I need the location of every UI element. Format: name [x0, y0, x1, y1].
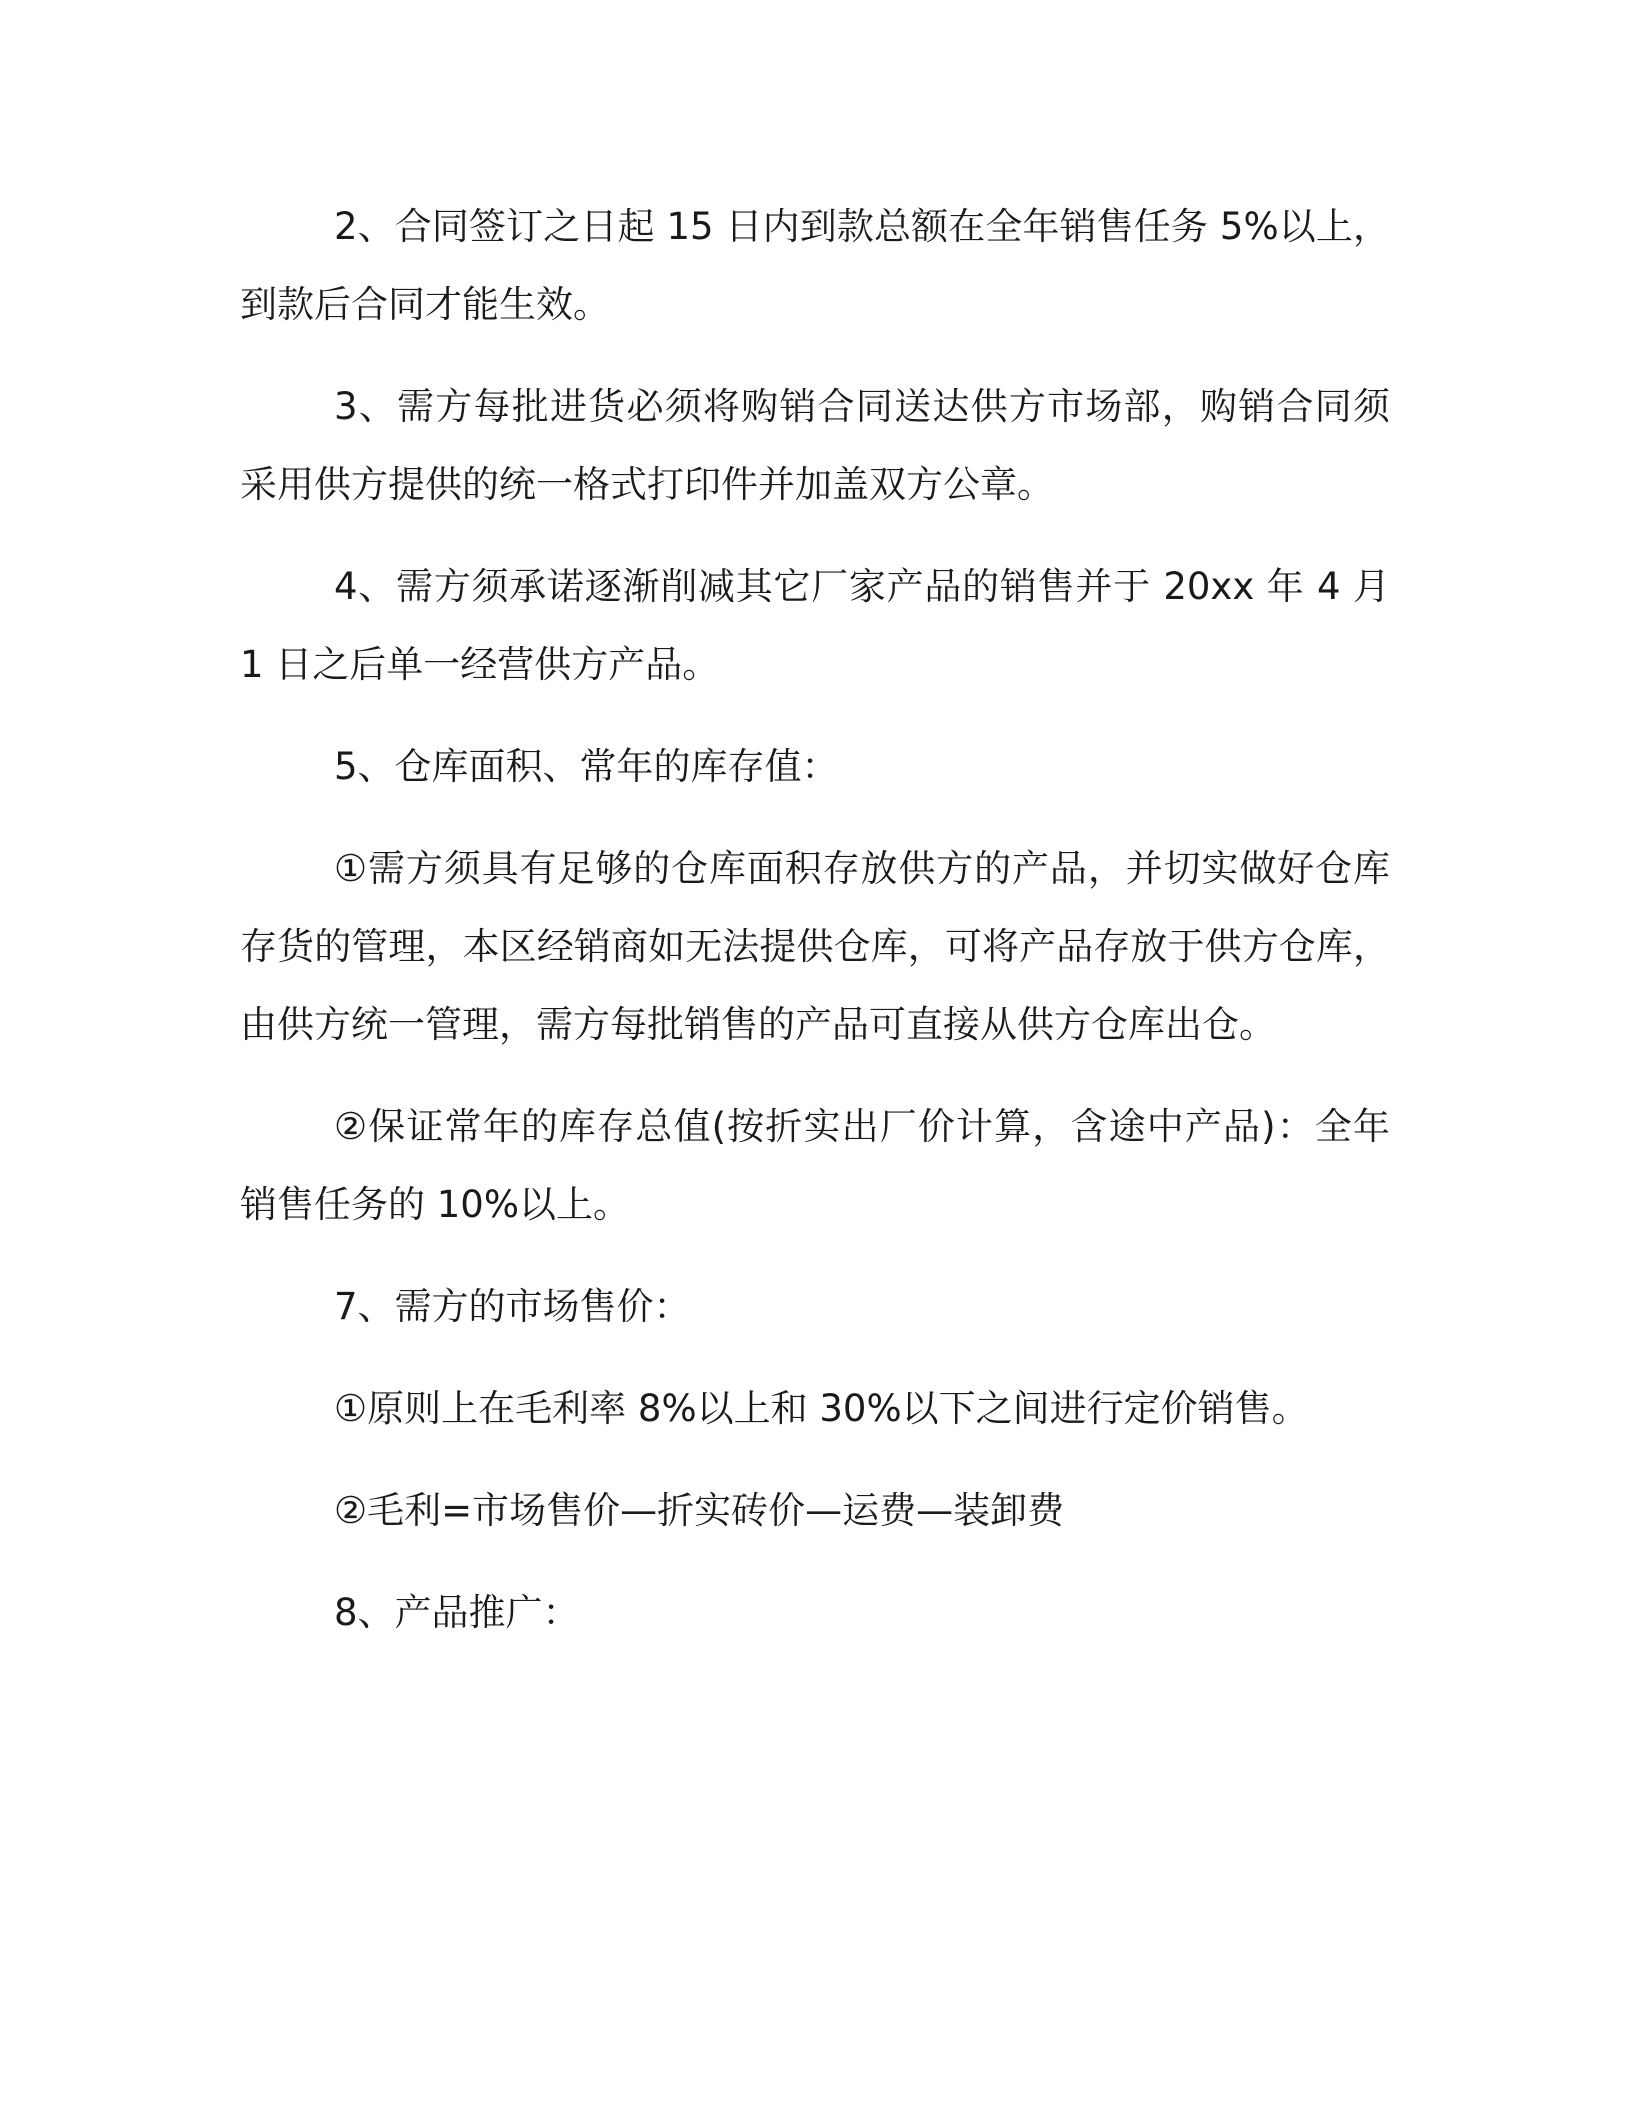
document-body: [240, 188, 1390, 1676]
clause-4-paragraph: 4、需方须承诺逐渐削减其它厂家产品的销售并于 20xx 年 4 月 1 日之后单一经营供方产品。: [240, 565, 1390, 686]
clause-2-paragraph: 2、合同签订之日起 15 日内到款总额在全年销售任务 5%以上，到款后合同才能生效。: [240, 205, 1390, 326]
clause-7-item-2: ②毛利=市场售价—折实砖价—运费—装卸费: [334, 1489, 1065, 1532]
clause-8-heading: 8、产品推广：: [334, 1591, 580, 1634]
clause-7-heading: 7、需方的市场售价：: [334, 1285, 691, 1328]
clause-3-paragraph: 3、需方每批进货必须将购销合同送达供方市场部，购销合同须采用供方提供的统一格式打印件并加盖双方公章。: [240, 385, 1390, 506]
clause-7-item-1: ①原则上在毛利率 8%以上和 30%以下之间进行定价销售。: [334, 1387, 1309, 1430]
clause-5-item-1: ①需方须具有足够的仓库面积存放供方的产品，并切实做好仓库存货的管理，本区经销商如无法提供仓库，可将产品存放于供方仓库，由供方统一管理，需方每批销售的产品可直接从供方仓库出仓。: [240, 847, 1390, 1046]
clause-5-item-2: ②保证常年的库存总值(按折实出厂价计算，含途中产品)：全年销售任务的 10%以上。: [240, 1105, 1390, 1226]
clause-5-heading: 5、仓库面积、常年的库存值：: [334, 745, 839, 788]
